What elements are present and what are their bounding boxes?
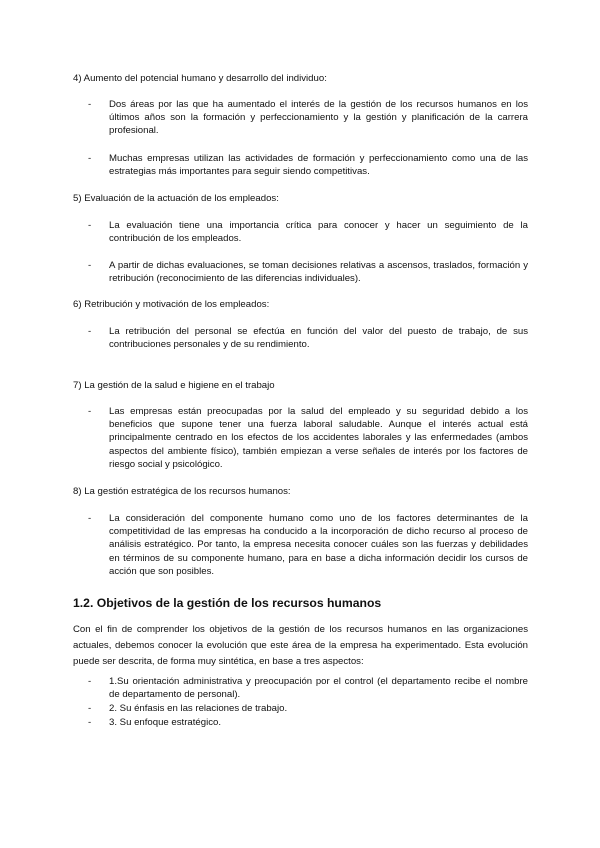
list-item-text: La retribución del personal se efectúa en función del valor del puesto de trabajo, de sus contribuciones personales y de su rendimiento. — [109, 326, 528, 351]
section-title: 1.2. Objetivos de la gestión de los recursos humanos — [73, 596, 382, 610]
intro-paragraph: Con el fin de comprender los objetivos de la gestión de los recursos humanos en las organizaciones actuales, debemos conocer la evolución que este área de la empresa ha experimentado. Esta evolución puede ser descrita, de forma muy sintética, en base a tres aspectos: — [73, 624, 528, 667]
bullet-dash: - — [88, 326, 92, 337]
list-item — [88, 512, 528, 578]
bullet-dash: - — [88, 99, 92, 110]
list-item-text: Las empresas están preocupadas por la salud del empleado y su seguridad debido a los beneficios que supone tener una fuerza laboral saludable. Aunque el interés actual está principalmente centrado en los efectos de los accidentes laborales y las enfermedades (ambos aspectos del ambiente físico), también empiezan a verse señales de interés por los factores de riesgo social y psicológico. — [109, 406, 528, 470]
list-item — [88, 405, 528, 471]
list-item — [88, 716, 528, 729]
list-item-text: Dos áreas por las que ha aumentado el interés de la gestión de los recursos humanos en los últimos años son la formación y perfeccionamiento y la gestión y planificación de la carrera profesional. — [109, 99, 528, 137]
list-item-text: La evaluación tiene una importancia crítica para conocer y hacer un seguimiento de la contribución de los empleados. — [109, 220, 528, 245]
list-item-text: A partir de dichas evaluaciones, se toman decisiones relativas a ascensos, traslados, formación y retribución (reconocimiento de las diferencias individuales). — [109, 260, 528, 285]
list-item-text: Muchas empresas utilizan las actividades de formación y perfeccionamiento como una de las estrategias más importantes para seguir siendo competitivas. — [109, 153, 528, 178]
list-item — [88, 152, 528, 178]
bullet-dash: - — [88, 676, 92, 687]
list-item-text: 2. Su énfasis en las relaciones de trabajo. — [109, 703, 288, 714]
list-item-text: La consideración del componente humano como uno de los factores determinantes de la competitividad de las empresas ha conducido a la incorporación de dicho recurso al proceso de análisis estratégico. Por tanto, la empresa necesita conocer cuáles son las fuerzas y debilidades en términos de su componente humano, para en base a dicha información decidir los cursos de acción que son posibles. — [109, 513, 528, 577]
bullet-dash: - — [88, 717, 92, 728]
section-heading-8: 8) La gestión estratégica de los recursos humanos: — [73, 486, 291, 497]
list-item — [88, 325, 528, 351]
list-item — [88, 259, 528, 285]
list-item — [88, 98, 528, 138]
section-heading-4: 4) Aumento del potencial humano y desarrollo del individuo: — [73, 73, 327, 84]
list-item — [88, 702, 528, 715]
bullet-dash: - — [88, 153, 92, 164]
bullet-dash: - — [88, 220, 92, 231]
section-heading-7: 7) La gestión de la salud e higiene en el trabajo — [73, 380, 275, 391]
section-heading-6: 6) Retribución y motivación de los empleados: — [73, 299, 270, 310]
bullet-dash: - — [88, 260, 92, 271]
bullet-dash: - — [88, 406, 92, 417]
list-item-text: 1.Su orientación administrativa y preocupación por el control (el departamento recibe el nombre de departamento de personal). — [109, 676, 528, 701]
bullet-dash: - — [88, 513, 92, 524]
section-heading-5: 5) Evaluación de la actuación de los empleados: — [73, 193, 279, 204]
list-item — [88, 219, 528, 245]
list-item-text: 3. Su enfoque estratégico. — [109, 717, 222, 728]
bullet-dash: - — [88, 703, 92, 714]
list-item — [88, 675, 528, 701]
